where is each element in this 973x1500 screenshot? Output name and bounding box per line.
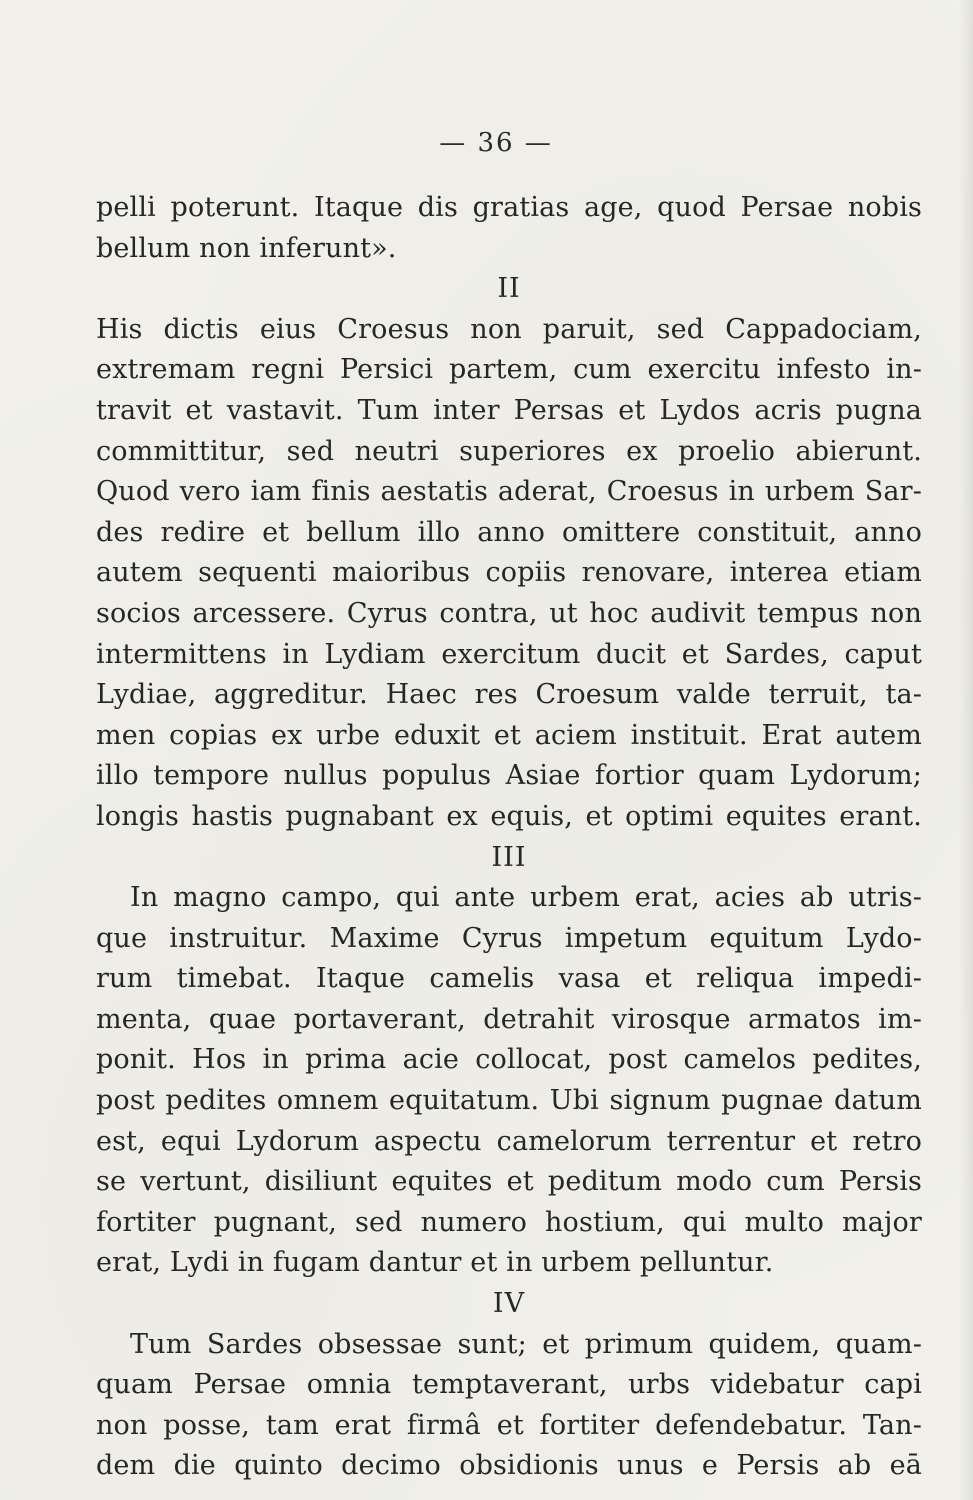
section-heading: II	[497, 273, 521, 305]
text-line: travit et vastavit. Tum inter Persas et Lydos acris pugna	[96, 394, 922, 426]
section-heading: IV	[492, 1288, 526, 1320]
text-line: post pedites omnem equitatum. Ubi signum pugnae datum	[96, 1085, 922, 1117]
text-line: intermittens in Lydiam exercitum ducit et Sardes, caput	[96, 638, 922, 670]
text-line: dem die quinto decimo obsidionis unus e Persis ab eā	[96, 1450, 922, 1482]
text-line: illo tempore nullus populus Asiae fortior quam Lydorum;	[96, 760, 922, 792]
text-line: men copias ex urbe eduxit et aciem instituit. Erat autem	[96, 719, 922, 751]
text-line: committitur, sed neutri superiores ex proelio abierunt.	[96, 435, 922, 467]
text-line: erat, Lydi in fugam dantur et in urbem pelluntur.	[96, 1247, 774, 1279]
text-line: bellum non inferunt».	[96, 232, 397, 264]
text-line: est, equi Lydorum aspectu camelorum terrentur et retro	[96, 1125, 922, 1157]
text-line: des redire et bellum illo anno omittere constituit, anno	[96, 516, 922, 548]
text-line: menta, quae portaverant, detrahit virosque armatos im-	[96, 1003, 922, 1035]
text-line: socios arcessere. Cyrus contra, ut hoc audivit tempus non	[96, 597, 922, 629]
text-line: fortiter pugnant, sed numero hostium, qui multo major	[96, 1206, 922, 1238]
page-number: — 36 —	[439, 128, 553, 158]
text-line: pelli poterunt. Itaque dis gratias age, quod Persae nobis	[96, 192, 922, 223]
body-text	[96, 188, 922, 1487]
text-line: que instruitur. Maxime Cyrus impetum equitum Lydo-	[96, 922, 922, 954]
text-line: autem sequenti maioribus copiis renovare, interea etiam	[96, 557, 922, 589]
text-line: rum timebat. Itaque camelis vasa et reliqua impedi-	[96, 963, 922, 995]
text-line: se vertunt, disiliunt equites et peditum modo cum Persis	[96, 1166, 922, 1198]
text-line: In magno campo, qui ante urbem erat, acies ab utris-	[130, 882, 922, 914]
text-line: extremam regni Persici partem, cum exercitu infesto in-	[96, 354, 922, 386]
text-line: longis hastis pugnabant ex equis, et optimi equites erant.	[96, 800, 922, 832]
text-line: His dictis eius Croesus non paruit, sed Cappadociam,	[96, 313, 922, 345]
text-line: non posse, tam erat firmâ et fortiter defendebatur. Tan-	[96, 1409, 922, 1441]
text-line: ponit. Hos in prima acie collocat, post camelos pedites,	[96, 1044, 922, 1076]
text-line: Lydiae, aggreditur. Haec res Croesum valde terruit, ta-	[96, 679, 922, 711]
text-line: Quod vero iam finis aestatis aderat, Croesus in urbem Sar-	[96, 476, 922, 508]
page-edge-shadow	[959, 0, 973, 1500]
text-line: quam Persae omnia temptaverant, urbs videbatur capi	[96, 1369, 922, 1401]
section-heading: III	[491, 841, 527, 873]
text-line: Tum Sardes obsessae sunt; et primum quidem, quam-	[130, 1328, 922, 1360]
